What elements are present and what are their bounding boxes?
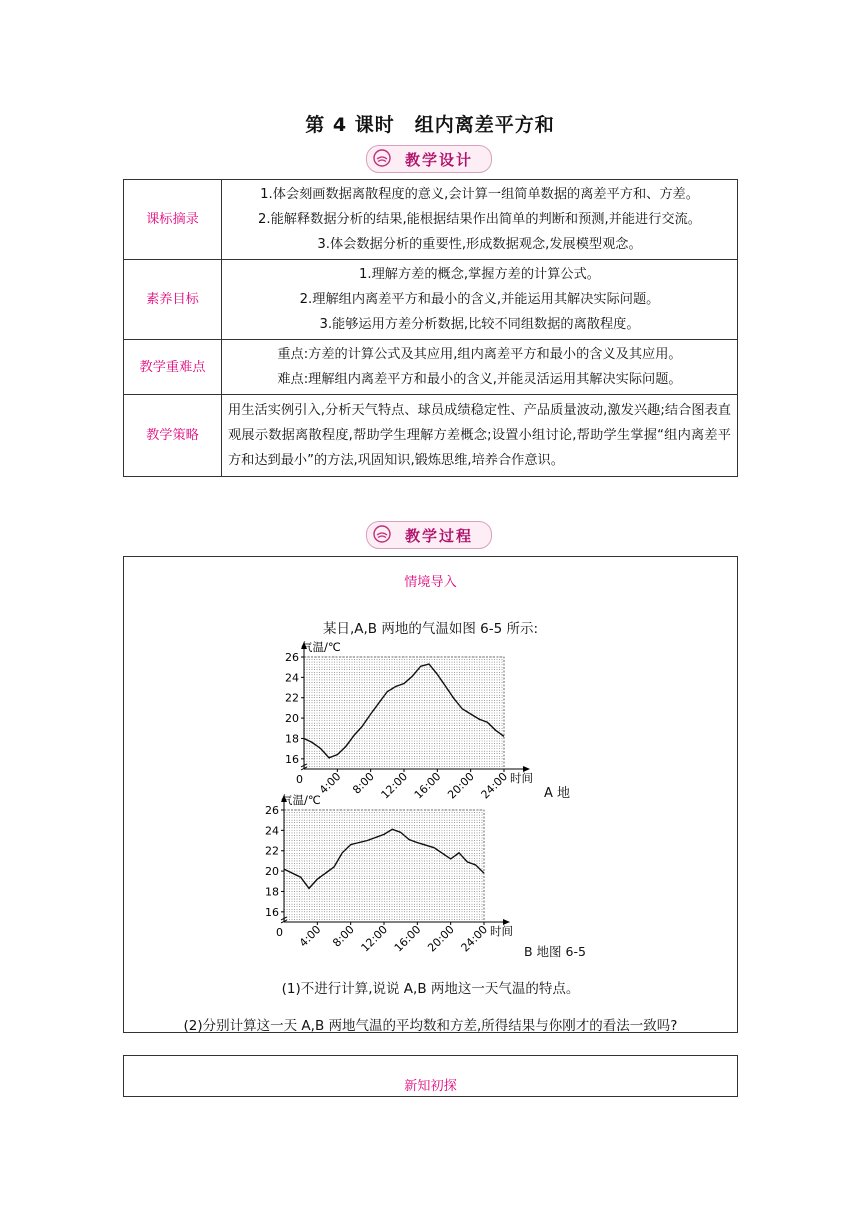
table-row [124, 260, 738, 340]
section-badge-process [366, 521, 492, 549]
x-tick-label: 4:00 [316, 769, 344, 797]
book-icon [373, 525, 391, 543]
x-tick-label: 16:00 [411, 769, 444, 802]
y-tick-label: 22 [285, 691, 299, 705]
content-line: 难点:理解组内离差平方和最小的含义,并能灵活运用其解决实际问题。 [277, 372, 682, 387]
y-tick-label: 26 [285, 651, 299, 664]
question-2: (2)分别计算这一天 A,B 两地气温的平均数和方差,所得结果与你刚才的看法一致吗? [183, 1018, 678, 1034]
row-label: 课标摘录 [124, 180, 222, 260]
row-content [222, 340, 738, 395]
row-content [222, 260, 738, 340]
row-label: 教学策略 [124, 395, 222, 477]
table-row [124, 395, 738, 477]
x-tick-label: 8:00 [350, 769, 377, 797]
y-tick-label: 18 [285, 732, 299, 746]
content-line: 2.能解释数据分析的结果,能根据结果作出简单的判断和预测,并能进行交流。 [258, 212, 701, 227]
y-tick-label: 16 [265, 905, 279, 919]
chart-b-caption: B 地图 6-5 [524, 944, 586, 959]
y-tick-label: 18 [265, 885, 279, 899]
section-badge-label: 教学过程 [404, 526, 473, 545]
y-tick-label: 26 [265, 804, 279, 817]
content-paragraph: 用生活实例引入,分析天气特点、球员成绩稳定性、产品质量波动,激发兴趣;结合图表直观展示数据离散程度,帮助学生理解方差概念;设置小组讨论,帮助学生掌握“组内离差平方和达到最小”的方法,巩固知识,锻炼思维,培养合作意识。 [228, 403, 731, 468]
row-content [222, 395, 738, 477]
chart-b [254, 793, 534, 962]
content-line: 2.理解组内离差平方和最小的含义,并能运用其解决实际问题。 [299, 292, 660, 307]
row-label: 素养目标 [124, 260, 222, 340]
x-axis-label: 时间 [490, 924, 513, 938]
content-line: 1.理解方差的概念,掌握方差的计算公式。 [359, 267, 600, 282]
chart-a [274, 640, 554, 802]
section-badge-label: 教学设计 [404, 150, 473, 169]
row-label: 教学重难点 [124, 340, 222, 395]
x-tick-label: 12:00 [358, 922, 391, 955]
y-tick-label: 24 [285, 671, 299, 685]
x-axis-label: 时间 [510, 771, 533, 785]
content-line: 3.体会数据分析的重要性,形成数据观念,发展模型观念。 [317, 237, 642, 252]
x-tick-label: 0 [296, 773, 303, 786]
x-tick-label: 16:00 [391, 922, 424, 955]
page-title: 第 4 课时 组内离差平方和 [305, 114, 555, 136]
x-tick-label: 4:00 [296, 922, 324, 950]
process-box [123, 556, 738, 1033]
book-icon [373, 149, 391, 167]
y-tick-label: 20 [285, 712, 299, 726]
y-axis-label: 气温/℃ [281, 793, 321, 807]
y-tick-label: 16 [285, 752, 299, 766]
intro-text: 某日,A,B 两地的气温如图 6-5 所示: [322, 621, 539, 637]
x-tick-label: 8:00 [330, 922, 357, 950]
table-row [124, 340, 738, 395]
design-table [123, 179, 738, 477]
section-heading: 新知初探 [404, 1079, 457, 1094]
x-tick-label: 24:00 [458, 922, 491, 955]
x-tick-label: 20:00 [445, 769, 477, 802]
x-tick-label: 20:00 [425, 922, 457, 955]
y-tick-label: 20 [265, 865, 279, 879]
section-heading: 情境导入 [404, 575, 457, 590]
table-row [124, 180, 738, 260]
x-tick-label: 24:00 [478, 769, 511, 802]
content-line: 1.体会刻画数据离散程度的意义,会计算一组简单数据的离差平方和、方差。 [260, 187, 699, 202]
y-tick-label: 22 [265, 844, 279, 858]
chart-a-caption: A 地 [544, 786, 571, 801]
new-knowledge-box [123, 1055, 738, 1097]
x-tick-label: 12:00 [378, 769, 411, 802]
y-tick-label: 24 [265, 824, 279, 838]
section-badge-design [366, 145, 492, 173]
y-axis-label: 气温/℃ [301, 640, 341, 654]
x-tick-label: 0 [276, 926, 283, 939]
content-line: 重点:方差的计算公式及其应用,组内离差平方和最小的含义及其应用。 [277, 347, 682, 362]
question-1: (1)不进行计算,说说 A,B 两地这一天气温的特点。 [281, 981, 580, 997]
row-content [222, 180, 738, 260]
content-line: 3.能够运用方差分析数据,比较不同组数据的离散程度。 [319, 317, 640, 332]
